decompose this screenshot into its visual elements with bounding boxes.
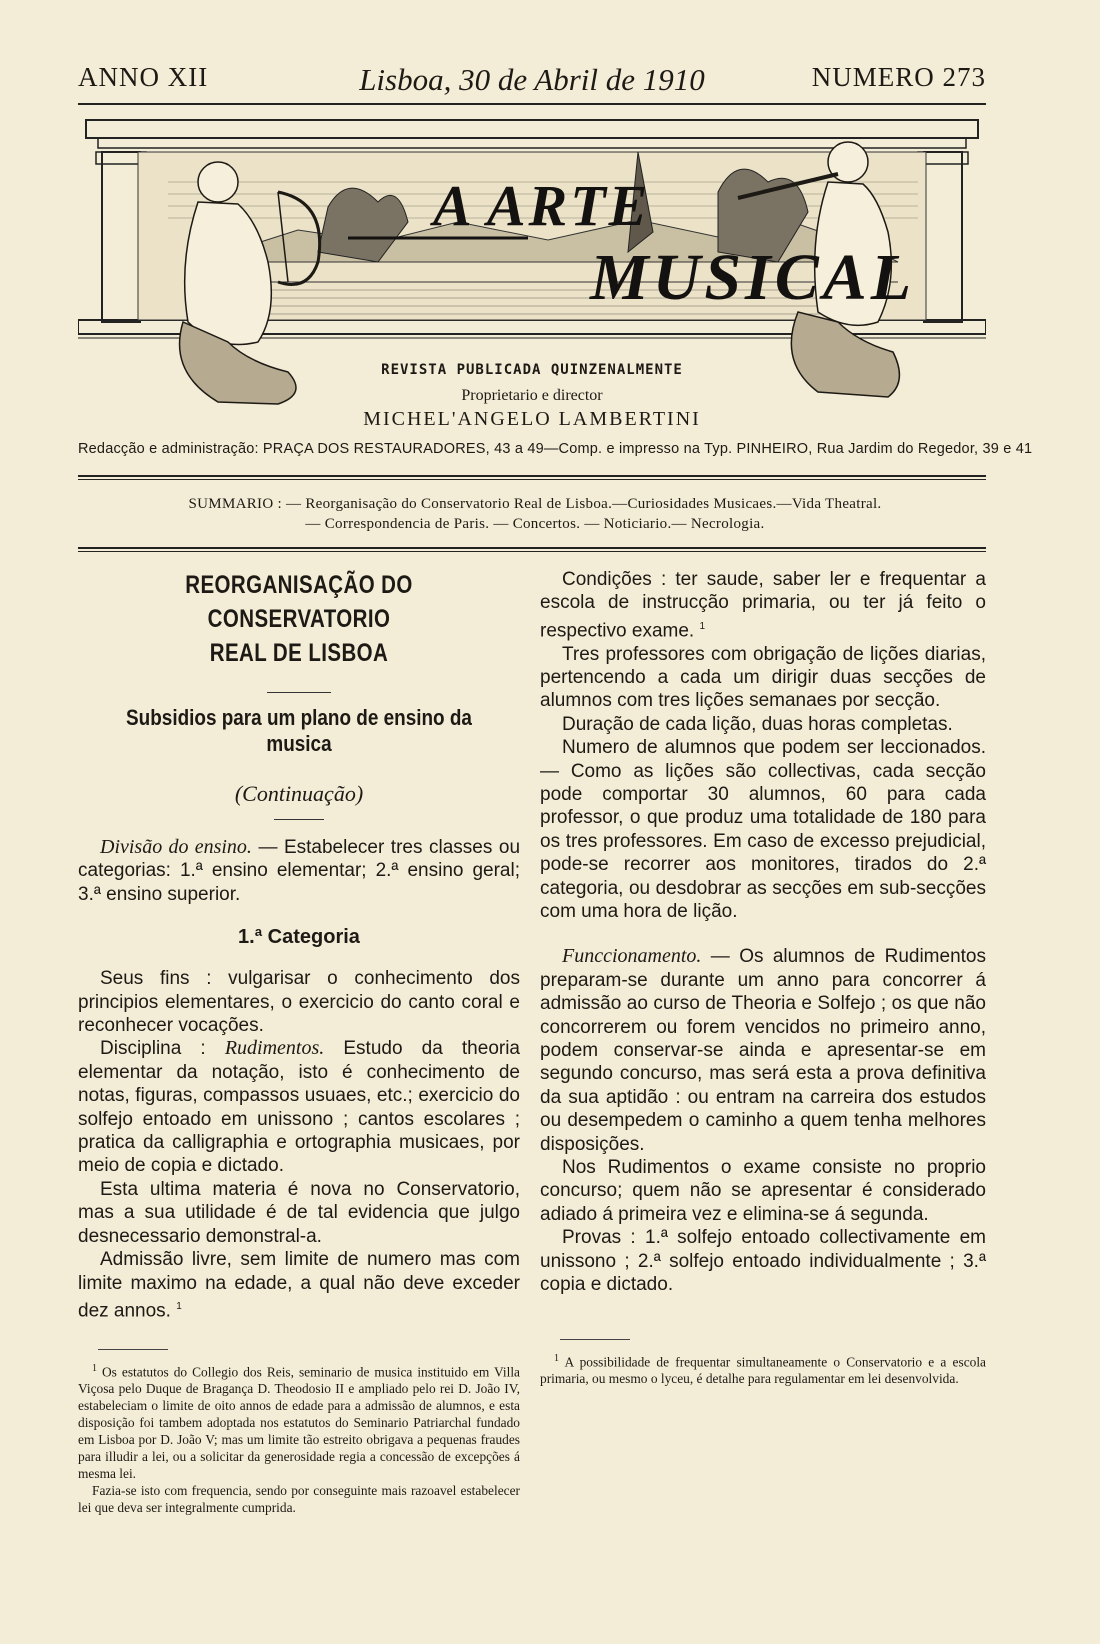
paragraph-provas: Provas : 1.ª solfejo entoado collectivamente em unissono ; 2.ª solfejo entoado individualmente ; 3.ª copia e dictado.	[540, 1227, 986, 1296]
volume-label: ANNO XII	[78, 62, 209, 92]
paragraph-condicoes	[540, 568, 986, 643]
footnote-left-marker: 1	[92, 1362, 97, 1374]
right-column	[540, 568, 986, 1387]
masthead-subtitle: REVISTA PUBLICADA QUINZENALMENTE	[381, 362, 683, 378]
funccionamento-text: — Os alumnos de Rudimentos preparam-se durante um anno para concorrer á admissão ao curso de Theoria e Solfejo ; os que não concorrerem ou forem vencidos no primeiro anno, podem conservar-se ainda e apresentar-se em segundo concurso, mas será esta a prova definitiva da sua aptidão : ou entram na carreira dos estudos ou desempedem o caminho a quem tenha melhores disposições.	[540, 946, 986, 1155]
masthead	[78, 112, 986, 430]
disciplina-text: Estudo da theoria elementar da notação, isto é conhecimento de notas, figuras, compassos usuaes, etc.; exercicio do solfejo entoado em unissono ; cantos escolares ; pratica da calligraphia e ortographia musicaes, por meio de copia e dictado.	[78, 1038, 520, 1177]
division-label: Divisão do ensino.	[100, 836, 252, 858]
article-subtitle: Subsidios para um plano de ensino da musica	[126, 705, 472, 756]
header-rule	[78, 103, 986, 105]
proprietor-label: Proprietario e director	[461, 387, 603, 404]
paragraph-nos-rudimentos: Nos Rudimentos o exame consiste no proprio concurso; quem não se apresentar é considerado adiado á primeira vez e elimina-se á segunda.	[540, 1157, 986, 1225]
content-top-rule	[78, 547, 986, 549]
admissao-text: Admissão livre, sem limite de numero mas com limite maximo na edade, a qual não deve exceder dez annos.	[78, 1249, 520, 1322]
article-title-line2: REAL DE LISBOA	[209, 639, 389, 667]
division-text: — Estabelecer tres classes ou categorias: 1.ª ensino elementar; 2.ª ensino geral; 3.ª ensino superior.	[78, 837, 521, 905]
issue-date: Lisboa, 30 de Abril de 1910	[359, 62, 705, 97]
footnote-divider	[98, 1349, 168, 1350]
footnote-marker: 1	[176, 1300, 182, 1312]
summary	[100, 494, 970, 534]
funccionamento-label: Funccionamento.	[562, 945, 702, 968]
footnote-right-text: A possibilidade de frequentar simultaneamente o Conservatorio e a escola primaria, ou mesmo o lyceu, é detalhe para regulamentar em lei desenvolvida.	[540, 1353, 987, 1386]
summary-top-rule-thin	[78, 479, 986, 480]
footnote-left-2: Fazia-se isto com frequencia, sendo por conseguinte mais razoavel estabelecer lei que deva ser integralmente cumprida.	[78, 1483, 520, 1516]
paragraph-funccionamento	[540, 945, 986, 1156]
masthead-title-line2: MUSICAL	[590, 241, 916, 314]
paragraph-ultima: Esta ultima materia é nova no Conservatorio, mas a sua utilidade é de tal evidencia que julgo desnecessario demonstral-a.	[78, 1178, 520, 1247]
category-heading: 1.ª Categoria	[238, 926, 360, 949]
issue-header	[78, 62, 986, 102]
footnote-divider-right	[560, 1339, 630, 1340]
issue-number: NUMERO 273	[811, 62, 986, 92]
left-column	[78, 568, 520, 1516]
footnote-marker-right: 1	[699, 620, 706, 632]
paragraph-numero: Numero de alumnos que podem ser leccionados. — Como as lições são collectivas, cada secção pode comportar 30 alumnos, 60 para cada professor, o que produz uma totalidade de 180 para os tres professores. Em caso de excesso prejudicial, pode-se recorrer aos monitores, tirados do 2.ª categoria, ou desdobrar as secções em sub-secções com uma hora de lição.	[540, 737, 986, 923]
footnote-right	[540, 1350, 986, 1387]
article-title-line1: REORGANISAÇÃO DO CONSERVATORIO	[185, 571, 413, 633]
content-top-rule-thin	[78, 551, 986, 552]
disciplina-italic: Rudimentos.	[224, 1037, 325, 1060]
footnote-left-1-text: Os estatutos do Collegio dos Reis, seminario de musica instituido em Villa Viçosa pelo Duque de Bragança D. Theodosio II e ampliado pelo rei D. João IV, estabeleciam o limite de oito annos de edade para a admissão de alumnos, e esta disposição foi tambem adoptada nos estatutos do Seminario Patriarchal fundado em Lisboa por D. João V; mas um limite tão estreito obrigava a pequenas fraudes para illudir a lei, ou a solicitar da generosidade regia a concessão de excepções á mesma lei.	[78, 1364, 520, 1482]
title-divider	[267, 692, 331, 693]
footnote-right-marker: 1	[554, 1352, 559, 1364]
paragraph-fins: Seus fins : vulgarisar o conhecimento dos principios elementares, o exercicio do canto coral e reconhecer vocações.	[78, 968, 520, 1037]
paragraph-admissao	[78, 1248, 520, 1323]
condicoes-text: Condições : ter saude, saber ler e frequentar a escola de instrucção primaria, ou ter já feito o respectivo exame.	[540, 569, 986, 642]
summary-line1: SUMMARIO : — Reorganisação do Conservatorio Real de Lisboa.—Curiosidades Musicaes.—Vida Theatral.	[188, 496, 882, 512]
disciplina-label: Disciplina :	[100, 1038, 225, 1060]
summary-line2: — Correspondencia de Paris. — Concertos. — Noticiario.— Necrologia.	[305, 516, 765, 532]
article-title	[118, 568, 480, 670]
continuation-divider	[274, 819, 324, 820]
paragraph-division	[78, 836, 520, 906]
masthead-title-line1: A ARTE	[433, 173, 651, 238]
administration-line: Redacção e administração: PRAÇA DOS RESTAURADORES, 43 a 49—Comp. e impresso na Typ. PINHEIRO, Rua Jardim do Regedor, 39 e 41	[78, 441, 1033, 457]
paragraph-duracao: Duração de cada lição, duas horas completas.	[562, 713, 953, 735]
paragraph-professores: Tres professores com obrigação de lições diarias, pertencendo a cada um dirigir duas secções de alumnos com tres lições semanaes por secção.	[540, 643, 986, 712]
proprietor-name: MICHEL'ANGELO LAMBERTINI	[363, 408, 701, 430]
summary-top-rule	[78, 475, 986, 477]
paragraph-disciplina	[78, 1037, 520, 1177]
continuation-label: (Continuação)	[234, 781, 364, 806]
footnote-left-1	[78, 1360, 520, 1482]
paragraph-gap	[540, 923, 986, 945]
